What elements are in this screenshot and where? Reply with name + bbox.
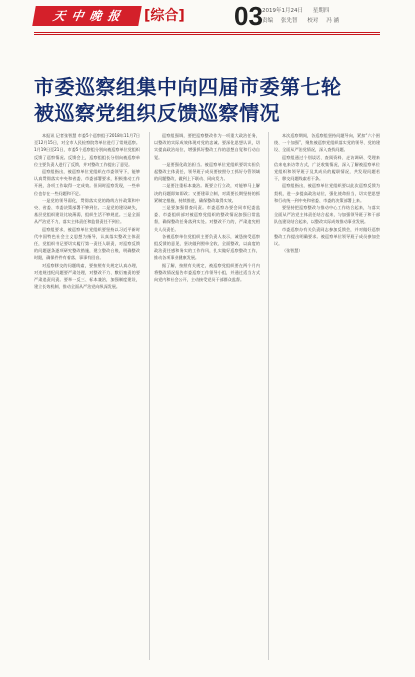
issue-meta: [262, 6, 347, 26]
page-number: 03: [234, 1, 263, 31]
masthead-rule: [34, 32, 380, 33]
article-body: [34, 132, 380, 660]
article-paragraph: 一是要强化政治担当。被巡察单位党组织要切实担负起整改主体责任，领导班子成员要按照分工抓好分管领域的问题整改，做到上下联动、同向发力。: [154, 161, 260, 182]
article-paragraph: （张智慧）: [282, 248, 303, 254]
article-paragraph: 要坚持把巡察整改与推动中心工作结合起来，与落实全面从严治党主体责任结合起来，与加强领导班子和干部队伍建设结合起来，以整改实际成效推动事业发展。: [274, 205, 380, 225]
article-paragraph: 巡察组指出，被巡察单位党组织要以此次巡察反馈为契机，进一步提高政治站位，强化使命担当，切实把思想和行动统一到中央和省委、市委的决策部署上来。: [274, 183, 380, 203]
issue-date: 2019年1月24日: [262, 8, 303, 14]
column-divider: [149, 132, 150, 660]
editor-label: 责编: [262, 18, 274, 24]
article-column-2: [154, 132, 260, 660]
article-paragraph: 本次巡察期间，各巡察组坚持问题导向，紧扣“六个围绕、一个加强”，聚焦被巡察党组织落实党的领导、党的建设、全面从严治党情况，深入查找问题。: [274, 133, 380, 153]
article-paragraph: 一是党的领导弱化，贯彻落实党的路线方针政策和中央、省委、市委决策部署不够到位。二是党的建设缺失，基层党组织建设比较薄弱，组织生活不够规范。三是全面从严治党不力，落实主体责任和监督责任不到位。: [34, 197, 140, 225]
proof-name: 冯 涵: [326, 18, 340, 24]
article-column-3: [274, 132, 380, 660]
headline-line-1: 市委巡察组集中向四届市委第七轮: [34, 75, 342, 99]
article-paragraph: 各被巡察单位党组织主要负责人表示，诚恳接受巡察组反馈的意见，坚决做到照单全收、全面整改，以高度的政治责任感和务实的工作作风，扎实做好巡察整改工作，推动各项事业健康发展。: [154, 233, 260, 261]
article-paragraph: 据了解，按照有关规定，被巡察党组织要在两个月内将整改情况报告市委巡察工作领导小组，并通过适当方式向党内和社会公开，主动接受党员干部群众监督。: [154, 262, 260, 283]
column-divider: [268, 132, 269, 660]
article-paragraph: 本报讯 记者张智慧 市委5个巡察组于2018年11月7日至12月15日，对全市人民检察院等单位进行了常规巡察。1月19日至21日，市委5个巡察组分别向被巡察单位党组织反馈了巡察情况。反馈会上，巡察组组长分别向被巡察单位主要负责人进行了反馈，并对整改工作提出了意见。: [34, 133, 140, 167]
article-paragraph: 巡察组要求，被巡察单位党组织要坚持以习近平新时代中国特色社会主义思想为指导，认真落实整改主体责任，党组织书记要切实履行第一责任人职责，对巡察反馈的问题逐条逐项研究整改措施，建立整改台账，明确整改时限，确保件件有着落、事事有回音。: [34, 226, 140, 261]
headline-line-2: 被巡察党组织反馈巡察情况: [34, 101, 280, 125]
newspaper-logo: 天 中 晚 报: [32, 6, 142, 26]
article-paragraph: 巡察组强调，要把巡察整改作为一项重大政治任务，以整改的实际成效体现对党的忠诚。要深化思想认识，切实提高政治站位，增强抓好整改工作的思想自觉和行动自觉。: [154, 133, 260, 160]
article-headline: [34, 74, 394, 126]
article-paragraph: 巡察组通过个别谈话、查阅资料、走访调研、受理来信来电来访等方式，广泛收集情况，深入了解被巡察单位党组织和领导班子及其成员的履职情况，共发现问题若干，移交问题线索若干条。: [274, 154, 380, 182]
proof-label: 校对: [307, 18, 319, 24]
issue-weekday: 星期四: [312, 8, 330, 14]
article-paragraph: 市委巡察办有关负责同志参加反馈会，并对做好巡察整改工作提出明确要求。被巡察单位领导班子成员参加会议。: [274, 226, 380, 247]
article-column-1: [34, 132, 140, 660]
article-paragraph: 对巡察移交的问题线索，要按照有关规定认真办理，对违规违纪问题要严肃处理，对整改不力、敷衍塞责的要严肃追责问责。要举一反三、标本兼治，加强制度建设，建立长效机制，推动全面从严治党向纵深发展。: [34, 262, 140, 290]
article-paragraph: 三是要加强督查问责。市委巡察办要会同市纪委监委、市委组织部对被巡察党组织的整改情况加强日常监督，确保整改任务落到实处。对整改不力的，严肃追究相关人员责任。: [154, 205, 260, 232]
masthead: [0, 0, 415, 52]
article-paragraph: 二是要注重标本兼治。既要立行立改，对能够马上解决的问题即知即改；又要建章立制，对需要长期坚持的抓紧制定措施，持续推进，确保整改取得实效。: [154, 183, 260, 203]
editor-name: 张先智: [281, 18, 298, 24]
article-paragraph: 巡察组指出，被巡察单位党组织在市委领导下，能够认真贯彻落实中央和省委、市委部署要求，积极推动工作开展，各项工作取得一定成效。但同时巡察发现，一些单位也存在一些问题和不足。: [34, 169, 140, 196]
masthead-rule-thin: [34, 34, 380, 35]
section-label: [综合]: [144, 8, 185, 24]
